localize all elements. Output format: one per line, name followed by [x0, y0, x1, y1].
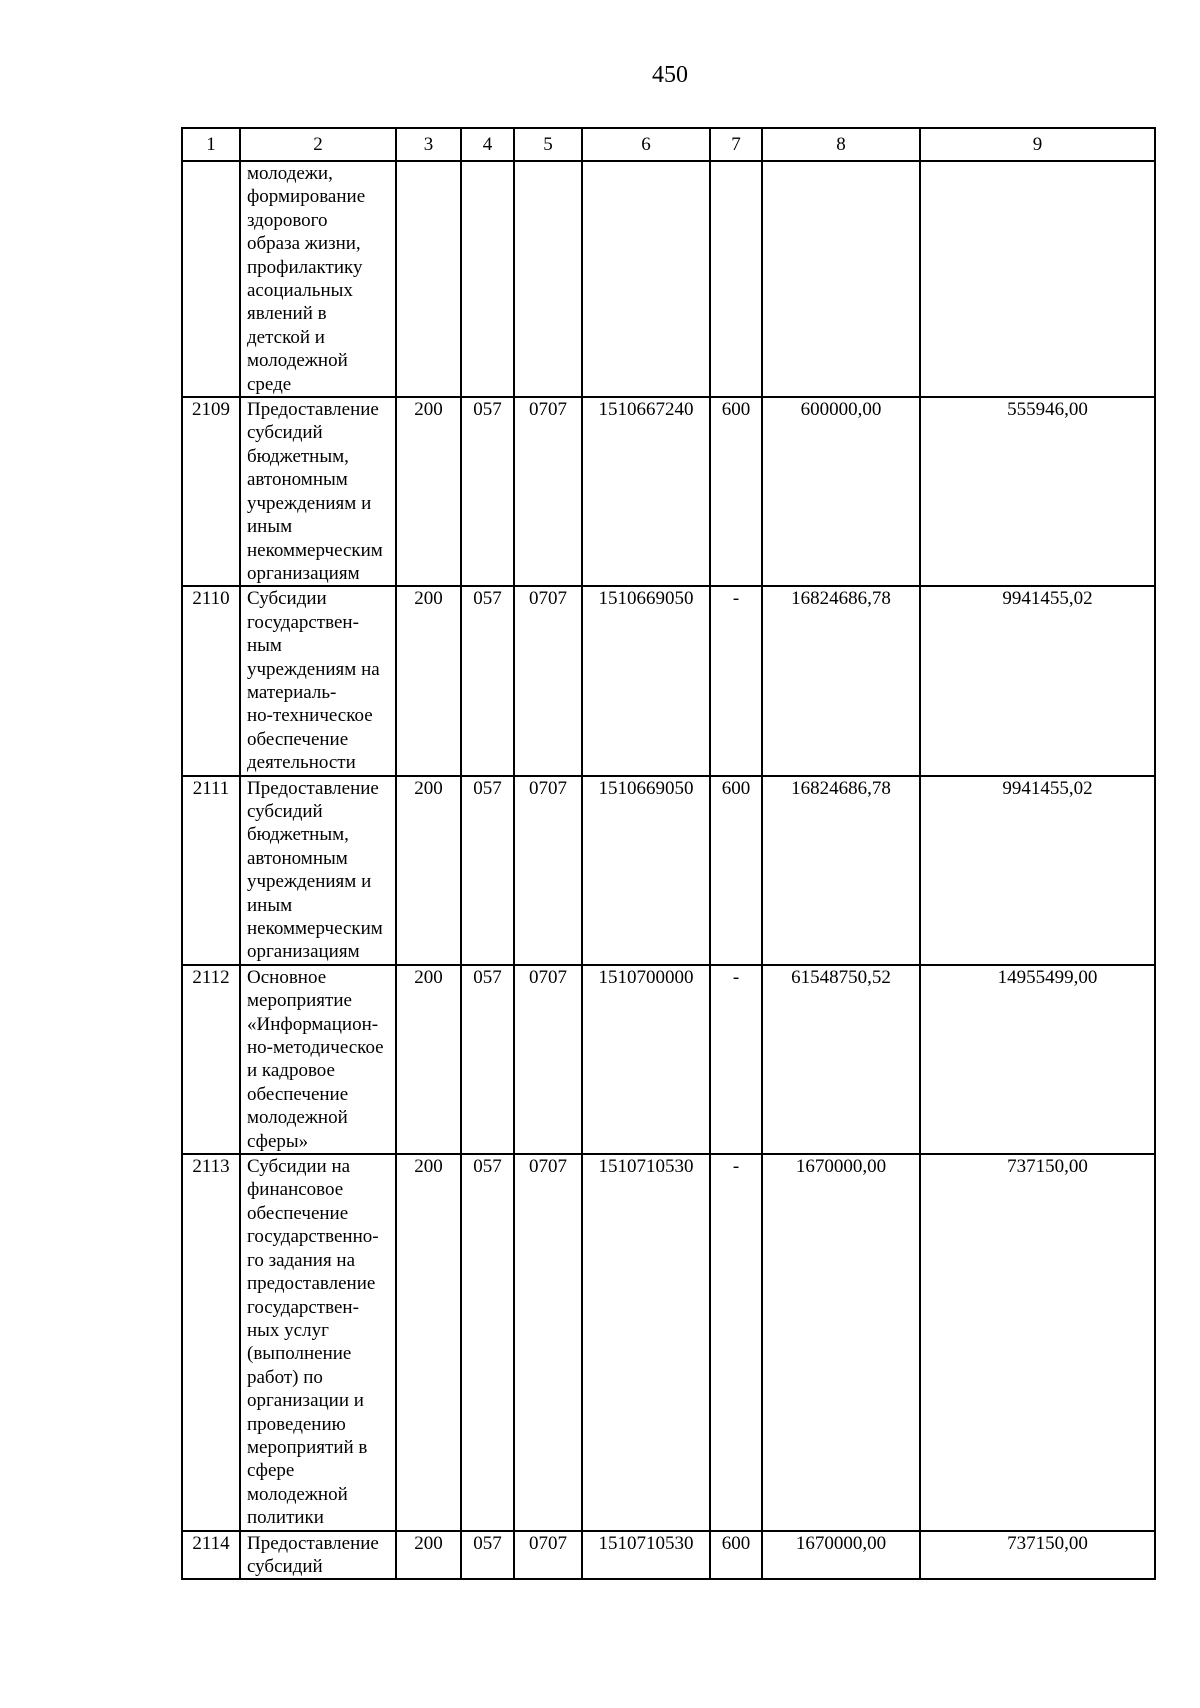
- description-line: политики: [247, 1507, 324, 1529]
- column-header: 7: [710, 128, 762, 161]
- description-line: молодежи,: [247, 163, 333, 184]
- description-line: молодежной: [247, 350, 348, 372]
- row-number: 2109: [182, 397, 240, 586]
- description-line: учреждениям и: [247, 492, 372, 514]
- executed-amount: 9941455,02: [1002, 777, 1093, 799]
- code-column-3: 200: [396, 776, 461, 965]
- page-number: 450: [652, 62, 688, 88]
- description-line: Предоставление: [247, 1532, 379, 1554]
- row-description: [240, 1531, 396, 1580]
- description-line: «Информацион-: [247, 1013, 379, 1035]
- planned-amount: 1670000,00: [762, 1531, 920, 1580]
- description-line: предоставление: [247, 1273, 376, 1295]
- ministry-code: 057: [461, 1154, 514, 1531]
- section-code: 0707: [514, 1154, 582, 1531]
- description-line: работ) по: [247, 1366, 323, 1388]
- description-line: обеспечение: [247, 1202, 349, 1224]
- planned-amount: 1670000,00: [762, 1154, 920, 1531]
- code-column-3: 200: [396, 1154, 461, 1531]
- ministry-code: [461, 161, 514, 397]
- ministry-code: 057: [461, 776, 514, 965]
- target-article-code: 1510710530: [582, 1154, 710, 1531]
- row-number: 2110: [182, 586, 240, 775]
- table-row: [182, 965, 1155, 1154]
- column-header: 5: [514, 128, 582, 161]
- target-article-code: 1510700000: [582, 965, 710, 1154]
- description-line: здорового: [247, 209, 328, 231]
- description-line: профилактику: [247, 256, 363, 278]
- ministry-code: 057: [461, 397, 514, 586]
- column-header-row: [182, 128, 1155, 161]
- description-line: субсидий: [247, 1555, 323, 1577]
- executed-amount: 9941455,02: [1002, 588, 1093, 610]
- description-line: Предоставление: [247, 399, 379, 421]
- description-line: и кадровое: [247, 1060, 335, 1082]
- executed-amount-cell: [920, 397, 1155, 586]
- row-description: [240, 586, 396, 775]
- code-column-3: 200: [396, 965, 461, 1154]
- column-header: 3: [396, 128, 461, 161]
- description-line: Предоставление: [247, 777, 379, 799]
- ministry-code: 057: [461, 586, 514, 775]
- row-description: [240, 397, 396, 586]
- description-line: среде: [247, 373, 292, 395]
- description-line: (выполнение: [247, 1343, 352, 1365]
- description-line: формирование: [247, 186, 366, 208]
- code-column-3: 200: [396, 1531, 461, 1580]
- description-line: но-методическое: [247, 1037, 384, 1059]
- executed-amount: 555946,00: [1007, 399, 1088, 421]
- ministry-code: 057: [461, 1531, 514, 1580]
- description-line: учреждениям на: [247, 658, 380, 680]
- description-line: но-техническое: [247, 705, 373, 727]
- code-column-3: [396, 161, 461, 397]
- expense-type-code: 600: [710, 1531, 762, 1580]
- description-line: автономным: [247, 847, 348, 869]
- executed-amount: 737150,00: [1007, 1156, 1088, 1178]
- ministry-code: 057: [461, 965, 514, 1154]
- planned-amount: 600000,00: [762, 397, 920, 586]
- description-line: государствен-: [247, 611, 359, 633]
- expense-type-code: 600: [710, 776, 762, 965]
- expense-type-code: [710, 161, 762, 397]
- description-line: организации и: [247, 1390, 364, 1412]
- executed-amount: 737150,00: [1007, 1532, 1088, 1554]
- row-number: 2111: [182, 776, 240, 965]
- description-line: мероприятий в: [247, 1436, 368, 1458]
- column-header: 9: [920, 128, 1155, 161]
- planned-amount: 16824686,78: [762, 586, 920, 775]
- description-line: организациям: [247, 941, 360, 963]
- section-code: 0707: [514, 1531, 582, 1580]
- column-header: 2: [240, 128, 396, 161]
- description-line: обеспечение: [247, 728, 349, 750]
- description-line: ным: [247, 635, 282, 657]
- description-line: учреждениям и: [247, 871, 372, 893]
- row-description: [240, 965, 396, 1154]
- description-line: сфере: [247, 1460, 295, 1482]
- expense-type-code: -: [710, 1154, 762, 1531]
- row-number: 2114: [182, 1531, 240, 1580]
- section-code: 0707: [514, 965, 582, 1154]
- row-number: [182, 161, 240, 397]
- planned-amount: 16824686,78: [762, 776, 920, 965]
- executed-amount-cell: [920, 776, 1155, 965]
- description-line: асоциальных: [247, 280, 353, 302]
- description-line: иным: [247, 894, 293, 916]
- executed-amount-cell: [920, 161, 1155, 397]
- description-line: иным: [247, 516, 293, 538]
- description-line: бюджетным,: [247, 445, 349, 467]
- section-code: 0707: [514, 586, 582, 775]
- description-line: материаль-: [247, 681, 337, 703]
- description-line: некоммерческим: [247, 918, 383, 939]
- target-article-code: 1510669050: [582, 776, 710, 965]
- description-line: государствен-: [247, 1296, 359, 1318]
- description-line: государственно-: [247, 1226, 379, 1248]
- section-code: 0707: [514, 397, 582, 586]
- description-line: бюджетным,: [247, 824, 349, 846]
- description-line: го задания на: [247, 1249, 356, 1271]
- expense-type-code: -: [710, 586, 762, 775]
- column-header: 4: [461, 128, 514, 161]
- code-column-3: 200: [396, 586, 461, 775]
- section-code: 0707: [514, 776, 582, 965]
- description-line: автономным: [247, 469, 348, 491]
- description-line: проведению: [247, 1413, 346, 1435]
- row-description: [240, 776, 396, 965]
- description-line: субсидий: [247, 422, 323, 444]
- row-number: 2112: [182, 965, 240, 1154]
- budget-table: [181, 127, 1156, 1580]
- description-line: молодежной: [247, 1107, 348, 1129]
- table-row: [182, 161, 1155, 397]
- description-line: Основное: [247, 966, 327, 988]
- column-header: 6: [582, 128, 710, 161]
- description-line: молодежной: [247, 1483, 348, 1505]
- executed-amount: 14955499,00: [997, 966, 1098, 988]
- description-line: финансовое: [247, 1179, 344, 1201]
- description-line: субсидий: [247, 800, 323, 822]
- description-line: явлений в: [247, 303, 327, 325]
- description-line: детской и: [247, 326, 325, 348]
- description-line: образа жизни,: [247, 233, 361, 255]
- description-line: Субсидии на: [247, 1156, 351, 1178]
- column-header: 8: [762, 128, 920, 161]
- planned-amount: 61548750,52: [762, 965, 920, 1154]
- description-line: ных услуг: [247, 1319, 329, 1341]
- table-row: [182, 1154, 1155, 1531]
- table-row: [182, 776, 1155, 965]
- executed-amount-cell: [920, 1154, 1155, 1531]
- description-line: обеспечение: [247, 1083, 349, 1105]
- row-description: [240, 161, 396, 397]
- table-row: [182, 1531, 1155, 1580]
- row-description: [240, 1154, 396, 1531]
- target-article-code: [582, 161, 710, 397]
- planned-amount: [762, 161, 920, 397]
- executed-amount-cell: [920, 586, 1155, 775]
- row-number: 2113: [182, 1154, 240, 1531]
- column-header: 1: [182, 128, 240, 161]
- expense-type-code: 600: [710, 397, 762, 586]
- executed-amount-cell: [920, 1531, 1155, 1580]
- section-code: [514, 161, 582, 397]
- target-article-code: 1510667240: [582, 397, 710, 586]
- executed-amount-cell: [920, 965, 1155, 1154]
- expense-type-code: -: [710, 965, 762, 1154]
- description-line: деятельности: [247, 752, 356, 774]
- description-line: мероприятие: [247, 990, 352, 1012]
- description-line: некоммерческим: [247, 539, 383, 561]
- table-row: [182, 586, 1155, 775]
- table-row: [182, 397, 1155, 586]
- target-article-code: 1510710530: [582, 1531, 710, 1580]
- target-article-code: 1510669050: [582, 586, 710, 775]
- description-line: сферы»: [247, 1130, 309, 1152]
- description-line: организациям: [247, 562, 360, 584]
- code-column-3: 200: [396, 397, 461, 586]
- description-line: Субсидии: [247, 588, 327, 610]
